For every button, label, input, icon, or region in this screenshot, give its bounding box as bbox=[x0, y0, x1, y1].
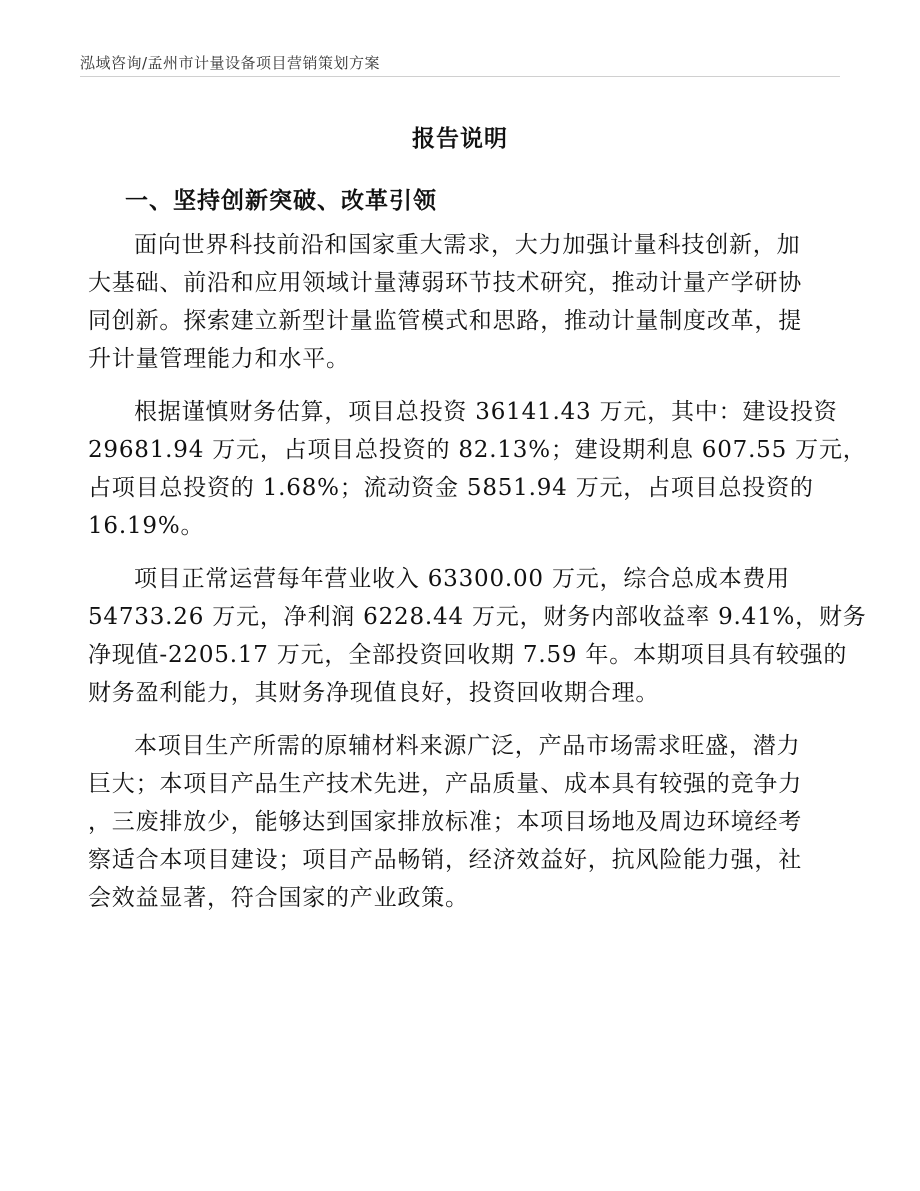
paragraph-line: 察适合本项目建设；项目产品畅销，经济效益好，抗风险能力强，社 bbox=[88, 847, 802, 873]
paragraph-line: 财务盈利能力，其财务净现值良好，投资回收期合理。 bbox=[88, 680, 660, 706]
paragraph-line: 巨大；本项目产品生产技术先进，产品质量、成本具有较强的竞争力 bbox=[88, 771, 802, 797]
paragraph-line: 净现值-2205.17 万元，全部投资回收期 7.59 年。本期项目具有较强的 bbox=[88, 642, 848, 668]
section-heading: 一、坚持创新突破、改革引领 bbox=[125, 188, 437, 214]
paragraph-line: 16.19%。 bbox=[88, 513, 205, 539]
paragraph-line: 面向世界科技前沿和国家重大需求，大力加强计量科技创新，加 bbox=[134, 232, 801, 258]
paragraph-line: 升计量管理能力和水平。 bbox=[88, 346, 350, 372]
paragraph-line: ，三废排放少，能够达到国家排放标准；本项目场地及周边环境经考 bbox=[88, 809, 802, 835]
paragraph-investment bbox=[88, 393, 867, 545]
paragraph-line: 项目正常运营每年营业收入 63300.00 万元，综合总成本费用 bbox=[134, 566, 790, 592]
header-divider bbox=[80, 76, 840, 77]
paragraph-line: 会效益显著，符合国家的产业政策。 bbox=[88, 885, 469, 911]
paragraph-line: 根据谨慎财务估算，项目总投资 36141.43 万元，其中：建设投资 bbox=[134, 399, 838, 425]
document-header-breadcrumb: 泓域咨询/孟州市计量设备项目营销策划方案 bbox=[80, 54, 381, 72]
paragraph-line: 29681.94 万元，占项目总投资的 82.13%；建设期利息 607.55 万元， bbox=[88, 437, 867, 463]
paragraph-line: 大基础、前沿和应用领域计量薄弱环节技术研究，推动计量产学研协 bbox=[88, 270, 802, 296]
paragraph-financials bbox=[88, 560, 867, 712]
paragraph-line: 同创新。探索建立新型计量监管模式和思路，推动计量制度改革，提 bbox=[88, 308, 802, 334]
paragraph-feasibility bbox=[88, 727, 830, 917]
paragraph-line: 占项目总投资的 1.68%；流动资金 5851.94 万元，占项目总投资的 bbox=[88, 475, 814, 501]
paragraph-line: 54733.26 万元，净利润 6228.44 万元，财务内部收益率 9.41%，财务 bbox=[88, 604, 867, 630]
document-body bbox=[88, 226, 867, 932]
paragraph-line: 本项目生产所需的原辅材料来源广泛，产品市场需求旺盛，潜力 bbox=[134, 733, 801, 759]
document-title: 报告说明 bbox=[412, 126, 508, 152]
paragraph-innovation bbox=[88, 226, 830, 378]
